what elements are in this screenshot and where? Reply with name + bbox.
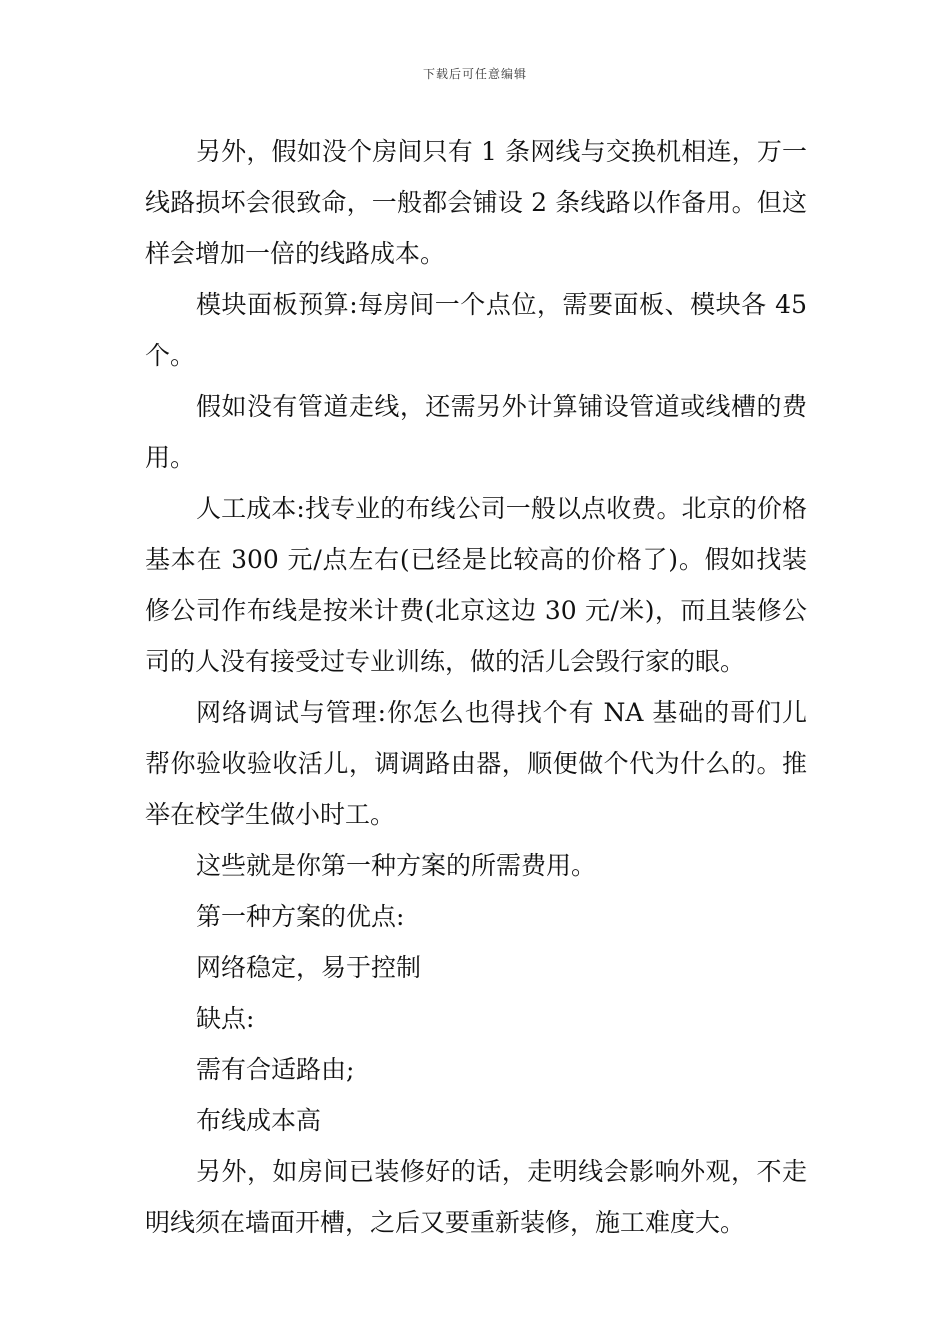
paragraph-disadvantages-heading: 缺点: <box>196 1004 255 1033</box>
paragraph-backup-line-cost: 另外，假如没个房间只有 1 条网线与交换机相连，万一线路损坏会很致命，一般都会铺设 2 条线路以作备用。但这样会增加一倍的线路成本。 <box>145 137 807 268</box>
page-header: 下载后可任意编辑 <box>422 67 527 81</box>
paragraph-advantage-item: 网络稳定，易于控制 <box>196 953 422 982</box>
paragraph-disadvantage-item-router: 需有合适路由; <box>196 1055 355 1084</box>
paragraph-network-debugging: 网络调试与管理:你怎么也得找个有 NA 基础的哥们儿帮你验收验收活儿，调调路由器，顺便做个代为什么的。推举在校学生做小时工。 <box>145 698 807 829</box>
paragraph-renovation-note: 另外，如房间已装修好的话，走明线会影响外观，不走明线须在墙面开槽，之后又要重新装修，施工难度大。 <box>145 1157 807 1237</box>
paragraph-module-panel-budget: 模块面板预算:每房间一个点位，需要面板、模块各 45 个。 <box>145 290 807 370</box>
paragraph-conduit-cost: 假如没有管道走线，还需另外计算铺设管道或线槽的费用。 <box>145 392 807 472</box>
paragraph-plan-cost-summary: 这些就是你第一种方案的所需费用。 <box>196 851 597 880</box>
paragraph-disadvantage-item-cost: 布线成本高 <box>196 1106 322 1135</box>
document-body <box>145 126 807 1248</box>
paragraph-advantages-heading: 第一种方案的优点: <box>196 902 405 931</box>
paragraph-labor-cost: 人工成本:找专业的布线公司一般以点收费。北京的价格基本在 300 元/点左右(已经是比较高的价格了)。假如找装修公司作布线是按米计费(北京这边 30 元/米)，而且装修公司的人没有接受过专业训练，做的活儿会毁行家的眼。 <box>145 494 807 676</box>
